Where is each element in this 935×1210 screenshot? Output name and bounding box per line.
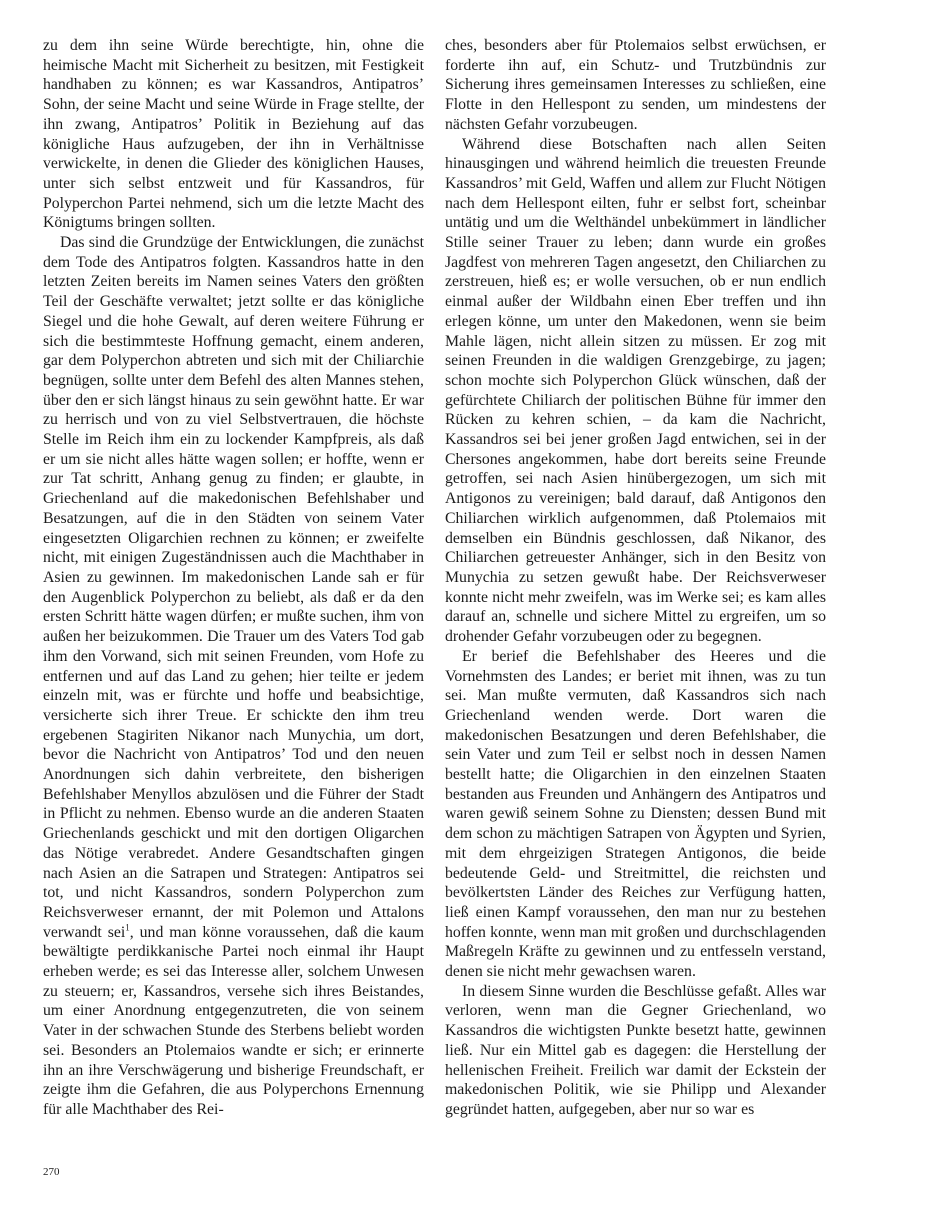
paragraph: Während diese Botschaften nach allen Seiten hinausgingen und während heimlich die treuesten Freunde Kassandros’ mit Geld, Waffen und allem zur Flucht Nötigen nach dem Hellespont eilten, fuhr er selbst fort, scheinbar untätig und um die Welthändel unbekümmert in ländlicher Stille seiner Trauer zu leben; dann wurde ein großes Jagdfest von mehreren Tagen angesetzt, den Chiliarchen zu zerstreuen, hieß es; er wolle versuchen, ob er nun endlich einmal außer der Wildbahn einen Eber treffen und ihn erlegen könne, um unter den Makedonen, wenn sie beim Mahle lägen, nicht allein sitzen zu müssen. Er zog mit seinen Freunden in die waldigen Grenzgebirge, zu jagen; schon mochte sich Polyperchon Glück wünschen, daß der gefürchtete Chiliarch der politischen Bühne für immer den Rücken zu kehren schien, – da kam die Nachricht, Kassandros sei bei jener großen Jagd entwichen, sei in der Chersones angekommen, habe dort bereits seine Freunde getroffen, sei nach Asien hinübergezogen, um sich mit Antigonos zu vereinigen; bald darauf, daß Antigonos den Chiliarchen wirklich aufgenommen, daß Ptolemaios mit demselben ein Bündnis geschlossen, daß Nikanor, des Chiliarchen getreuester Anhänger, sich in den Besitz von Munychia zu setzen gewußt habe. Der Reichsverweser konnte nicht mehr zweifeln, was im Werke sei; es kam alles darauf an, schnelle und sichere Mittel zu ergreifen, um so drohender Gefahr vorzubeugen oder zu begegnen. (445, 135, 826, 646)
paragraph: Er berief die Befehlshaber des Heeres und die Vornehmsten des Landes; er beriet mit ihnen, was zu tun sei. Man mußte vermuten, daß Kassandros sich nach Griechenland wenden werde. Dort waren die makedonischen Besatzungen und deren Befehlshaber, die sein Vater und zum Teil er selbst noch in dessen Namen bestellt hatte; die Oligarchien in den einzelnen Staaten bestanden aus Freunden und Anhängern des Antipatros und waren gewiß seinem Sohne zu Diensten; dessen Bund mit dem schon zu mächtigen Satrapen von Ägypten und Syrien, mit dem ehrgeizigen Strategen Antigonos, die beide bedeutende Geld- und Streitmittel, die reichsten und bevölkertsten Länder des Reiches zur Verfügung hatten, ließ einen Kampf voraussehen, den man nur zu bestehen hoffen konnte, wenn man mit großen und durchschlagenden Maßregeln Kräfte zu gewinnen und zu entfesseln verstand, denen sie nicht mehr gewachsen waren. (445, 647, 826, 981)
footnote-reference: 1 (125, 922, 130, 933)
right-text-column (445, 36, 826, 1120)
paragraph: In diesem Sinne wurden die Beschlüsse gefaßt. Alles war verloren, wenn man die Gegner Griechenland, wo Kassandros die wichtigsten Punkte besetzt hatte, gewinnen ließ. Nur ein Mittel gab es dagegen: die Herstellung der hellenischen Freiheit. Freilich war damit der Eckstein der makedonischen Politik, wie sie Philipp und Alexander gegründet hatten, aufgegeben, aber nur so war es (445, 982, 826, 1118)
paragraph (43, 233, 424, 1120)
paragraph-text-continued: , und man könne voraussehen, daß die kaum bewältigte perdikkanische Partei noch einmal ihr Haupt erheben werde; es sei das Interesse aller, solchem Unwesen zu steuern; er, Kassandros, versehe sich ihres Beistandes, um einer Anordnung entgegenzutreten, die von seinem Vater in der schwachen Stunde des Sterbens beliebt worden sei. Besonders an Ptolemaios wandte er sich; er erinnerte ihn an ihre Verschwägerung und bisherige Freundschaft, er zeigte ihm die Gefahren, die aus Polyperchons Ernennung für alle Machthaber des Rei- (43, 923, 424, 1118)
left-text-column (43, 36, 424, 1120)
paragraph-text: Das sind die Grundzüge der Entwicklungen, die zunächst dem Tode des Antipatros folgten. Kassandros hatte in den letzten Zeiten bereits im Namen seines Vaters den größten Teil der Geschäfte verwaltet; jetzt sollte er das königliche Siegel und die hohe Gewalt, auf deren weitere Führung er sich die bestimmteste Hoffnung gemacht, einem anderen, gar dem Polyperchon abtreten und sich mit der Chiliarchie begnügen, sollte unter dem Befehl des alten Mannes stehen, über den er sich längst hinaus zu sein gewöhnt hatte. Er war zu herrisch und von zu viel Selbstvertrauen, die höchste Stelle im Reich ihm ein zu lockender Kampfpreis, als daß er um sie nicht alles hätte wagen sollen; er hoffte, wenn er zur Tat schritt, Anhang genug zu finden; er glaubte, in Griechenland auf die makedonischen Befehlshaber und Besatzungen, auf die in den Städten von seinem Vater eingesetzten Oligarchien rechnen zu können; er zweifelte nicht, mit einigen Zugeständnissen auch die Machthaber in Asien zu gewinnen. Im makedonischen Lande sah er für den Augenblick Polyperchon zu beliebt, als daß er da den ersten Schritt hätte wagen dürfen; er mußte suchen, ihm von außen her beizukommen. Die Trauer um des Vaters Tod gab ihm den Vorwand, sich mit seinen Freunden, vom Hofe zu entfernen und auf das Land zu gehen; hier teilte er jedem einzeln mit, was er fürchte und hoffe und beabsichtige, versicherte sich ihrer Treue. Er schickte den ihm treu ergebenen Stagiriten Nikanor nach Munychia, um dort, bevor die Nachricht von Antipatros’ Tod und den neuen Anordnungen sich dahin verbreitete, den bisherigen Befehlshaber Menyllos abzulösen und die Führer der Stadt in Pflicht zu nehmen. Ebenso wurde an die anderen Staaten Griechenlands geschickt und mit den dortigen Oligarchen das Nötige verabredet. Andere Gesandtschaften gingen nach Asien an die Satrapen und Strategen: Antipatros sei tot, und nicht Kassandros, sondern Polyperchon zum Reichsverweser ernannt, der mit Polemon und Attalons verwandt sei (43, 234, 424, 941)
paragraph: ches, besonders aber für Ptolemaios selbst erwüchsen, er forderte ihn auf, ein Schutz- und Trutzbündnis zur Sicherung ihres gemeinsamen Interesses zu schließen, eine Flotte in den Hellespont zu senden, um mindestens der nächsten Gefahr vorzubeugen. (445, 37, 826, 133)
paragraph: zu dem ihn seine Würde berechtigte, hin, ohne die heimische Macht mit Sicherheit zu besitzen, mit Festigkeit handhaben zu können; es war Kassandros, Antipatros’ Sohn, der seine Macht und seine Würde in Frage stellte, der ihn zwang, Antipatros’ Politik in Beziehung auf das königliche Haus aufzugeben, der ihn in Verhältnisse verwickelte, in denen die Glieder des königlichen Hauses, unter sich selbst entzweit und für Kassandros, für Polyperchon Partei nehmend, sich um die letzte Macht des Königtums bringen sollten. (43, 37, 424, 232)
page-number: 270 (43, 1166, 60, 1178)
